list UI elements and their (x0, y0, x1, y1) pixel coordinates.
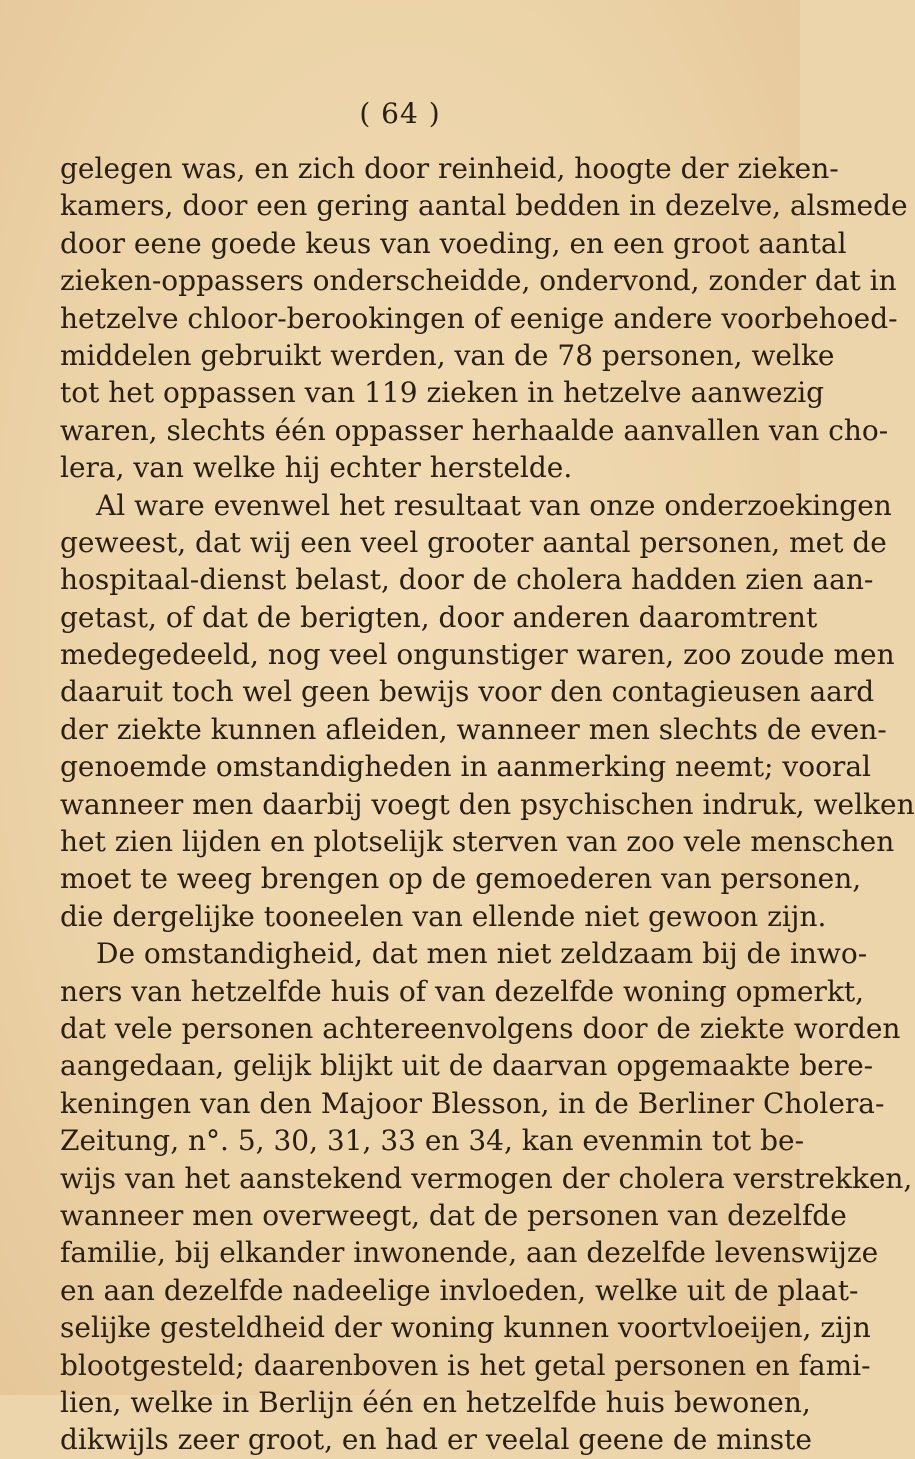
text-line: zieken-oppassers onderscheidde, ondervond, zonder dat in (60, 264, 897, 298)
text-line: hetzelve chloor-berookingen of eenige andere voorbehoed- (60, 301, 898, 335)
paragraph-start-line: De omstandigheid, dat men niet zeldzaam bij de inwo- (96, 937, 868, 971)
text-line: gelegen was, en zich door reinheid, hoogte der zieken- (60, 152, 839, 185)
paragraph-start-line: Al ware evenwel het resultaat van onze onderzoekingen (96, 488, 892, 522)
text-line: lien, welke in Berlijn één en hetzelfde huis bewonen, (60, 1385, 811, 1419)
text-line: wanneer men daarbij voegt den psychischen indruk, welken (60, 787, 915, 821)
text-line: aangedaan, gelijk blijkt uit de daarvan opgemaakte bere- (60, 1049, 874, 1083)
text-line: die dergelijke tooneelen van ellende niet gewoon zijn. (60, 899, 827, 933)
page-number: ( 64 ) (359, 97, 441, 130)
text-line: moet te weeg brengen op de gemoederen van personen, (60, 862, 862, 896)
text-line: familie, bij elkander inwonende, aan dezelfde levenswijze (60, 1236, 879, 1270)
text-line: door eene goede keus van voeding, en een groot aantal (60, 226, 847, 260)
text-line: ners van hetzelfde huis of van dezelfde woning opmerkt, (60, 974, 865, 1008)
text-line: Zeitung, n°. 5, 30, 31, 33 en 34, kan evenmin tot be- (60, 1124, 805, 1158)
text-line: daaruit toch wel geen bewijs voor den contagieusen aard (60, 675, 875, 709)
text-line: middelen gebruikt werden, van de 78 personen, welke (60, 338, 835, 372)
text-line: waren, slechts één oppasser herhaalde aanvallen van cho- (60, 413, 889, 447)
text-line: dikwijls zeer groot, en had er veelal geene de minste (60, 1423, 812, 1457)
text-line: tot het oppassen van 119 zieken in hetzelve aanwezig (60, 376, 825, 410)
text-line: keningen van den Majoor Blesson, in de Berliner Cholera- (60, 1086, 885, 1120)
text-line: wijs van het aanstekend vermogen der cholera verstrekken, (60, 1161, 913, 1195)
text-line: wanneer men overweegt, dat de personen van dezelfde (60, 1198, 847, 1232)
text-line: en aan dezelfde nadeelige invloeden, welke uit de plaat- (60, 1273, 859, 1307)
text-line: selijke gesteldheid der woning kunnen voortvloeijen, zijn (60, 1311, 871, 1345)
text-line: dat vele personen achtereenvolgens door de ziekte worden (60, 1011, 901, 1045)
text-line: geweest, dat wij een veel grooter aantal personen, met de (60, 525, 887, 559)
text-line: der ziekte kunnen afleiden, wanneer men slechts de even- (60, 712, 887, 746)
text-line: hospitaal-dienst belast, door de cholera hadden zien aan- (60, 563, 874, 597)
text-line: lera, van welke hij echter herstelde. (60, 451, 573, 485)
text-line: medegedeeld, nog veel ongunstiger waren, zoo zoude men (60, 638, 895, 672)
text-line: genoemde omstandigheden in aanmerking neemt; vooral (60, 750, 871, 784)
body-text (60, 150, 915, 1459)
text-line: getast, of dat de berigten, door anderen daaromtrent (60, 600, 818, 634)
text-line: blootgesteld; daarenboven is het getal personen en fami- (60, 1348, 871, 1382)
text-line: het zien lijden en plotselijk sterven van zoo vele menschen (60, 825, 895, 859)
text-line: kamers, door een gering aantal bedden in dezelve, alsmede (60, 189, 908, 223)
